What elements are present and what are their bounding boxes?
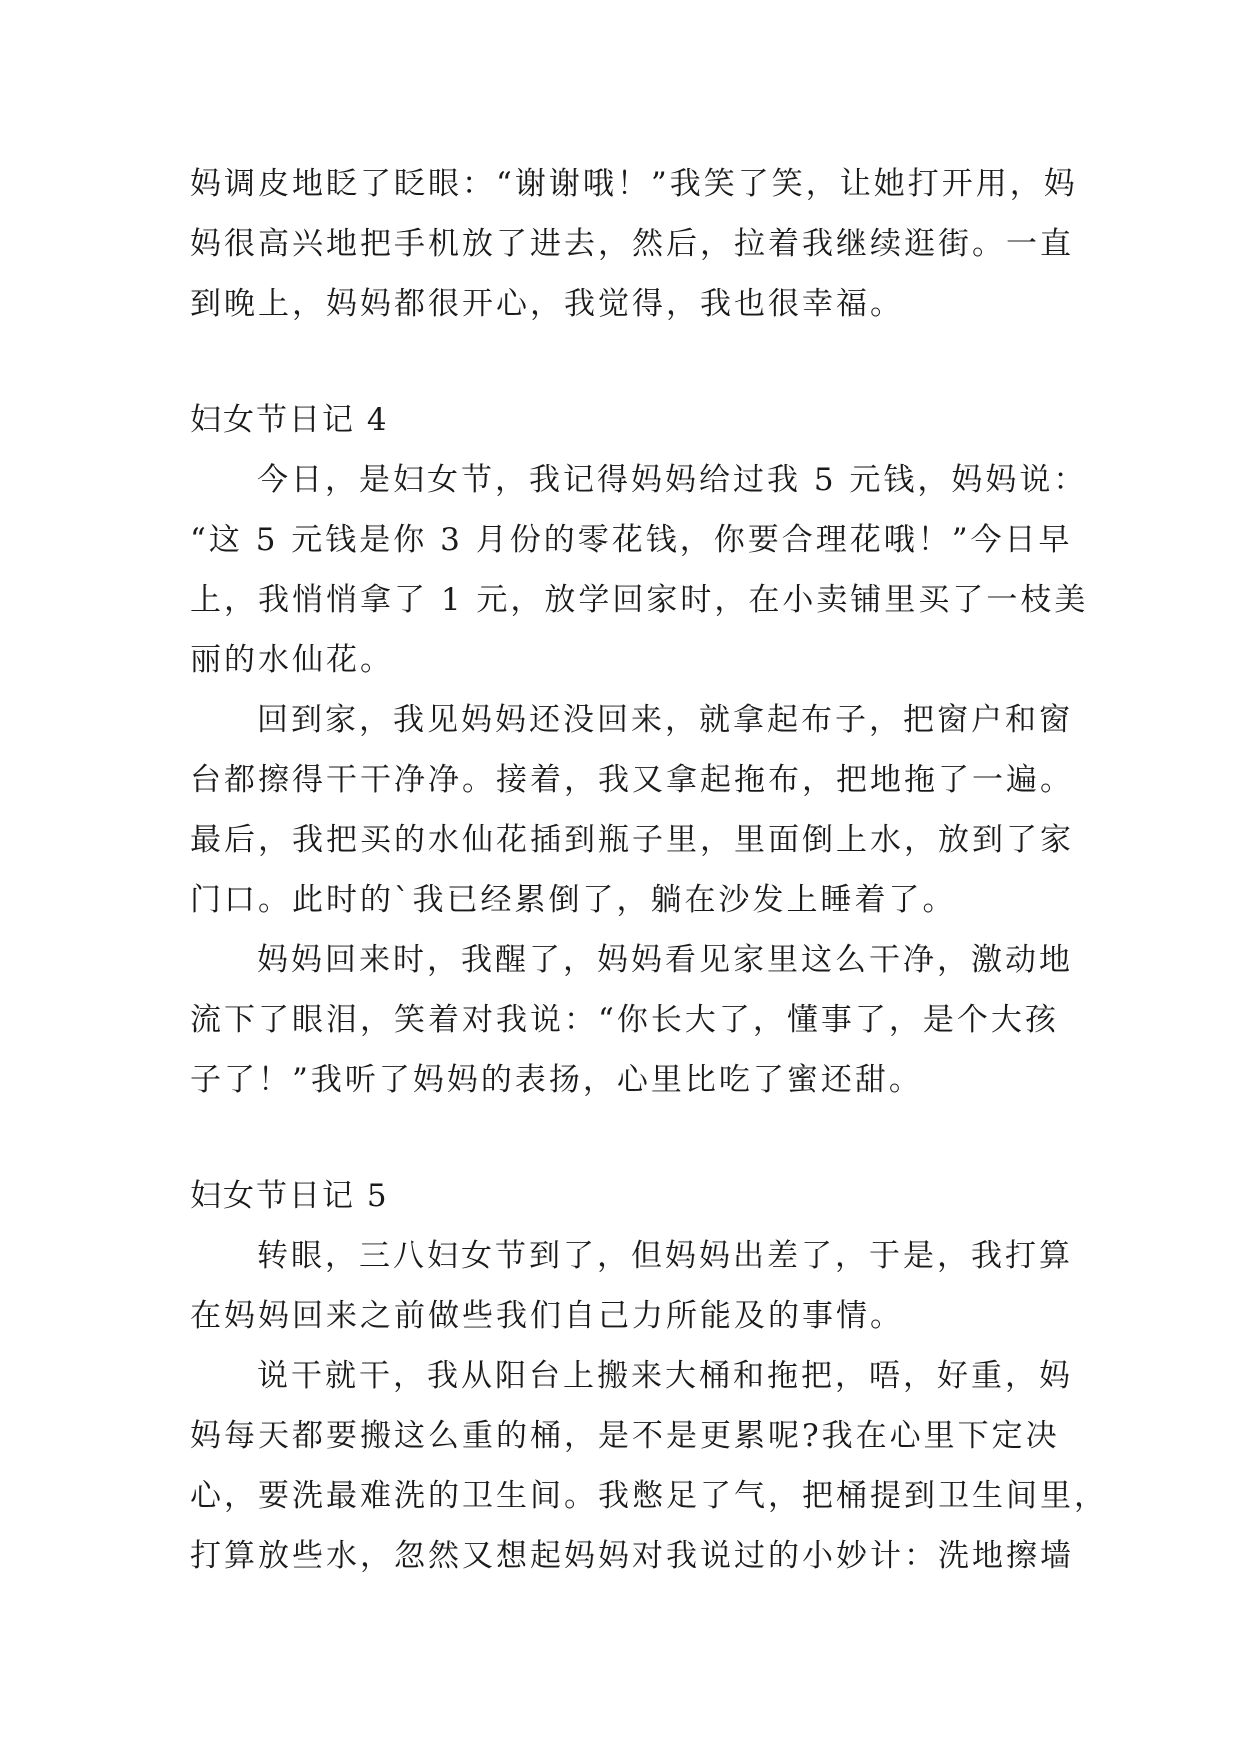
text-line: 最后，我把买的水仙花插到瓶子里，里面倒上水，放到了家 [190, 822, 1074, 858]
text-line: 转眼，三八妇女节到了，但妈妈出差了，于是，我打算 [257, 1238, 1073, 1274]
text-line: 妈妈回来时，我醒了，妈妈看见家里这么干净，激动地 [257, 942, 1073, 978]
section-title: 妇女节日记 5 [190, 1178, 389, 1214]
text-line: 台都擦得干干净净。接着，我又拿起拖布，把地拖了一遍。 [190, 762, 1074, 798]
text-line: 流下了眼泪，笑着对我说：“你长大了，懂事了，是个大孩 [190, 1002, 1059, 1038]
text-line: 到晚上，妈妈都很开心，我觉得，我也很幸福。 [190, 286, 904, 322]
text-line: 心，要洗最难洗的卫生间。我憋足了气，把桶提到卫生间里， [190, 1478, 1108, 1514]
text-line: 在妈妈回来之前做些我们自己力所能及的事情。 [190, 1298, 904, 1334]
text-line: 打算放些水，忽然又想起妈妈对我说过的小妙计：洗地擦墙 [190, 1538, 1074, 1574]
text-line: 说干就干，我从阳台上搬来大桶和拖把，唔，好重，妈 [257, 1358, 1073, 1394]
text-line: 门口。此时的`我已经累倒了，躺在沙发上睡着了。 [190, 882, 957, 918]
text-line: 妈每天都要搬这么重的桶，是不是更累呢?我在心里下定决 [190, 1418, 1060, 1454]
section-title: 妇女节日记 4 [190, 402, 389, 438]
text-line: 丽的水仙花。 [190, 642, 394, 678]
text-line: “这 5 元钱是你 3 月份的零花钱，你要合理花哦！”今日早 [190, 522, 1073, 558]
text-line: 子了！”我听了妈妈的表扬，心里比吃了蜜还甜。 [190, 1062, 923, 1098]
text-line: 回到家，我见妈妈还没回来，就拿起布子，把窗户和窗 [257, 702, 1073, 738]
text-line: 上，我悄悄拿了 1 元，放学回家时，在小卖铺里买了一枝美 [190, 582, 1089, 618]
text-line: 妈很高兴地把手机放了进去，然后，拉着我继续逛街。一直 [190, 226, 1074, 262]
text-line: 妈调皮地眨了眨眼：“谢谢哦！”我笑了笑，让她打开用，妈 [190, 166, 1078, 202]
text-line: 今日，是妇女节，我记得妈妈给过我 5 元钱，妈妈说： [257, 462, 1088, 498]
